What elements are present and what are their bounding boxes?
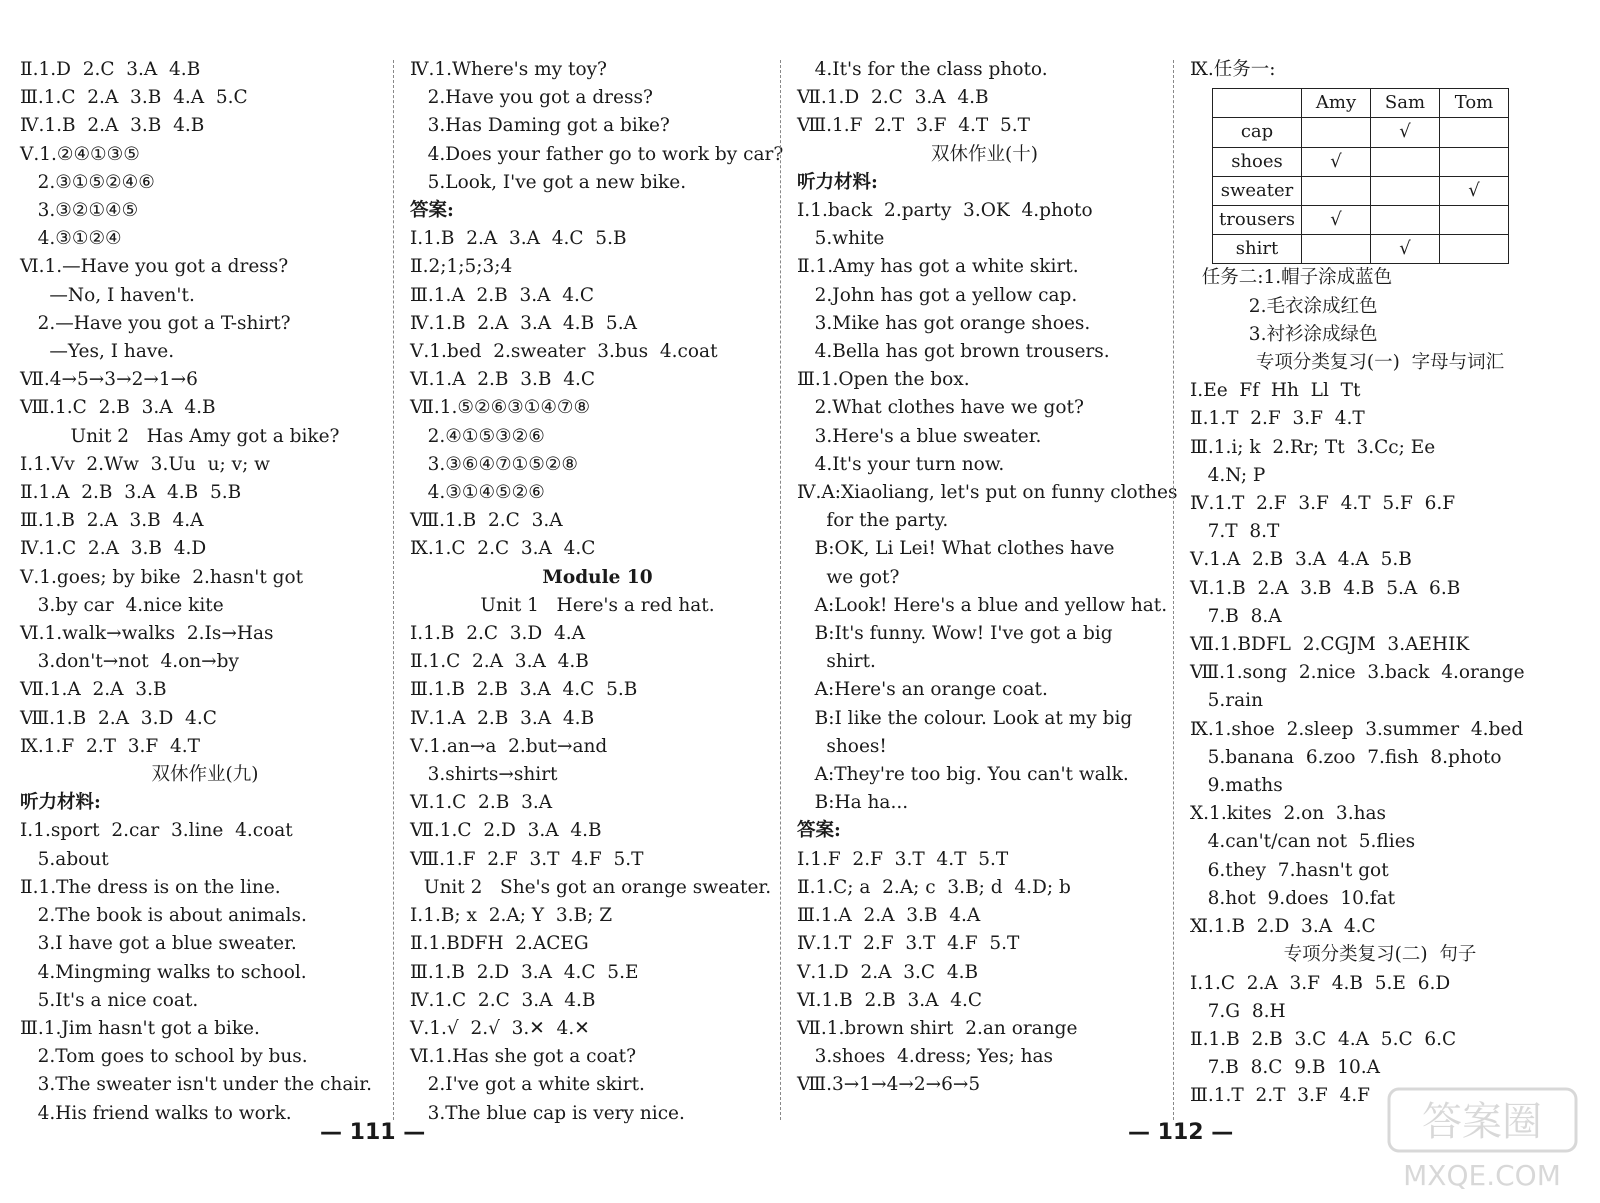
column-divider bbox=[780, 60, 781, 1120]
answer-line: 4.His friend walks to work. bbox=[20, 1102, 292, 1124]
answer-line: Ⅱ.1.D 2.C 3.A 4.B bbox=[20, 59, 201, 80]
answer-line: 2.What clothes have we got? bbox=[797, 397, 1084, 419]
table-cell: √ bbox=[1371, 118, 1440, 147]
answer-line: Ⅴ.1.an→a 2.but→and bbox=[410, 735, 608, 757]
answer-line: 4.N; P bbox=[1190, 464, 1266, 486]
answer-line: Ⅰ.1.B; x 2.A; Y 3.B; Z bbox=[410, 905, 613, 927]
answer-line: Ⅷ.3→1→4→2→6→5 bbox=[797, 1074, 981, 1096]
table-row bbox=[1213, 118, 1509, 147]
answer-line: 2.④①⑤③②⑥ bbox=[410, 425, 545, 447]
answer-line: 3.The blue cap is very nice. bbox=[410, 1102, 685, 1124]
answer-line: Ⅴ.1.A 2.B 3.A 4.A 5.B bbox=[1190, 549, 1412, 571]
answer-line: B:I like the colour. Look at my big bbox=[797, 707, 1133, 729]
answer-line: 2.I've got a white skirt. bbox=[410, 1074, 645, 1096]
answer-line: Ⅳ.1.Where's my toy? bbox=[410, 59, 607, 80]
answer-line: Ⅳ.1.C 2.A 3.B 4.D bbox=[20, 538, 207, 560]
section-heading: Module 10 bbox=[542, 566, 653, 588]
answer-line: 6.they 7.hasn't got bbox=[1190, 859, 1389, 881]
answer-line: Ⅷ.1.F 2.T 3.F 4.T 5.T bbox=[797, 115, 1031, 137]
answer-line: A:Here's an orange coat. bbox=[797, 679, 1048, 701]
row-label: trousers bbox=[1213, 206, 1302, 235]
answer-line: 3.shirts→shirt bbox=[410, 764, 558, 786]
answer-line: 答案: bbox=[410, 200, 454, 222]
answer-line: Ⅱ.1.BDFH 2.ACEG bbox=[410, 933, 589, 955]
answer-line: Ⅰ.Ee Ff Hh Ll Tt bbox=[1190, 380, 1361, 402]
answer-line: Ⅱ.1.T 2.F 3.F 4.T bbox=[1190, 408, 1365, 430]
column-divider bbox=[393, 60, 394, 1120]
answer-line: Ⅲ.1.C 2.A 3.B 4.A 5.C bbox=[20, 87, 248, 109]
answer-line: Ⅷ.1.B 2.A 3.D 4.C bbox=[20, 707, 217, 729]
column-1 bbox=[20, 56, 390, 1128]
answer-line: Ⅰ.1.Vv 2.Ww 3.Uu u; v; w bbox=[20, 453, 271, 475]
answer-line: 3.don't→not 4.on→by bbox=[20, 651, 239, 673]
section-heading: Unit 2 She's got an orange sweater. bbox=[423, 876, 772, 898]
answer-line: 3.③⑥④⑦①⑤②⑧ bbox=[410, 453, 578, 475]
answer-line: Ⅵ.1.walk→walks 2.Is→Has bbox=[20, 623, 274, 645]
answer-line: 听力材料: bbox=[20, 792, 101, 814]
answer-line: 听力材料: bbox=[797, 171, 878, 193]
answer-line: 8.hot 9.does 10.fat bbox=[1190, 887, 1396, 909]
answer-line: 7.B 8.A bbox=[1190, 605, 1282, 627]
answer-line: Ⅳ.1.T 2.F 3.F 4.T 5.F 6.F bbox=[1190, 493, 1456, 515]
answer-line: B:Ha ha... bbox=[797, 792, 909, 814]
column-3 bbox=[797, 56, 1178, 1100]
answer-line: 5.It's a nice coat. bbox=[20, 989, 199, 1011]
column-4-lines bbox=[1190, 264, 1570, 1110]
answer-line: 5.banana 6.zoo 7.fish 8.photo bbox=[1190, 746, 1502, 768]
answer-line: Ⅵ.1.—Have you got a dress? bbox=[20, 256, 289, 278]
answer-line: 3.Here's a blue sweater. bbox=[797, 425, 1042, 447]
table-header-row bbox=[1213, 89, 1509, 118]
answer-line: 2.Have you got a dress? bbox=[410, 87, 653, 109]
answer-line: Ⅺ.1.B 2.D 3.A 4.C bbox=[1190, 916, 1376, 938]
answer-line: —Yes, I have. bbox=[20, 341, 175, 363]
answer-line: B:OK, Li Lei! What clothes have bbox=[797, 538, 1115, 560]
answer-line: Ⅶ.1.D 2.C 3.A 4.B bbox=[797, 87, 989, 109]
table-cell bbox=[1302, 176, 1371, 205]
table-header: Amy bbox=[1302, 89, 1371, 118]
section-heading: 双休作业(十) bbox=[931, 143, 1038, 165]
table-cell bbox=[1302, 118, 1371, 147]
table-cell bbox=[1440, 235, 1509, 264]
answer-line: Ⅲ.1.A 2.A 3.B 4.A bbox=[797, 905, 981, 927]
answer-line: Ⅶ.1.C 2.D 3.A 4.B bbox=[410, 820, 602, 842]
answer-line: Ⅷ.1.song 2.nice 3.back 4.orange bbox=[1190, 662, 1525, 684]
answer-line: we got? bbox=[797, 566, 900, 588]
answer-line: 任务二:1.帽子涂成蓝色 bbox=[1190, 267, 1393, 289]
row-label: shirt bbox=[1213, 235, 1302, 264]
table-cell: √ bbox=[1440, 176, 1509, 205]
answer-line: Ⅵ.1.C 2.B 3.A bbox=[410, 792, 553, 814]
answer-line: shirt. bbox=[797, 651, 876, 673]
answer-line: 3.③②①④⑤ bbox=[20, 200, 139, 222]
answer-line: A:Look! Here's a blue and yellow hat. bbox=[797, 594, 1168, 616]
column-divider bbox=[1173, 60, 1174, 1120]
watermark-line1: 答案圈 bbox=[1422, 1099, 1542, 1145]
answer-line: Ⅲ.1.Jim hasn't got a bike. bbox=[20, 1017, 260, 1039]
answer-line: Ⅶ.1.⑤②⑥③①④⑦⑧ bbox=[410, 397, 591, 419]
answer-line: Ⅲ.1.T 2.T 3.F 4.F bbox=[1190, 1085, 1370, 1107]
answer-line: 4.③①②④ bbox=[20, 228, 122, 250]
answer-line: Ⅳ.A:Xiaoliang, let's put on funny clothes bbox=[797, 482, 1178, 504]
row-label: sweater bbox=[1213, 176, 1302, 205]
answer-line: 答案: bbox=[797, 820, 841, 842]
answer-line: Ⅱ.1.C; a 2.A; c 3.B; d 4.D; b bbox=[797, 876, 1071, 898]
row-label: shoes bbox=[1213, 147, 1302, 176]
answer-line: 2.The book is about animals. bbox=[20, 905, 307, 927]
answer-line: 5.white bbox=[797, 228, 885, 250]
table-row bbox=[1213, 176, 1509, 205]
answer-line: —No, I haven't. bbox=[20, 284, 195, 306]
answer-line: Ⅲ.1.Open the box. bbox=[797, 369, 970, 391]
answer-line: shoes! bbox=[797, 735, 887, 757]
answer-line: 7.T 8.T bbox=[1190, 521, 1280, 543]
answer-line: Ⅱ.1.Amy has got a white skirt. bbox=[797, 256, 1079, 278]
answer-line: B:It's funny. Wow! I've got a big bbox=[797, 623, 1113, 645]
answer-line: Ⅰ.1.back 2.party 3.OK 4.photo bbox=[797, 200, 1093, 222]
answer-line: Ⅱ.1.A 2.B 3.A 4.B 5.B bbox=[20, 482, 242, 504]
table-cell: √ bbox=[1302, 206, 1371, 235]
table-cell bbox=[1371, 176, 1440, 205]
answer-line: Ⅶ.1.A 2.A 3.B bbox=[20, 679, 167, 701]
answer-line: 5.rain bbox=[1190, 690, 1263, 712]
answer-line: 7.G 8.H bbox=[1190, 1000, 1286, 1022]
answer-line: Ⅸ.1.C 2.C 3.A 4.C bbox=[410, 538, 596, 560]
answer-line: Ⅰ.1.sport 2.car 3.line 4.coat bbox=[20, 820, 293, 842]
answer-line: Ⅰ.1.B 2.C 3.D 4.A bbox=[410, 623, 586, 645]
answer-line: Ⅹ.1.kites 2.on 3.has bbox=[1190, 803, 1387, 825]
answer-line: 5.Look, I've got a new bike. bbox=[410, 171, 687, 193]
answer-line: Ⅱ.1.B 2.B 3.C 4.A 5.C 6.C bbox=[1190, 1028, 1457, 1050]
answer-line: Ⅶ.4→5→3→2→1→6 bbox=[20, 369, 198, 391]
answer-line: Ⅰ.1.F 2.F 3.T 4.T 5.T bbox=[797, 848, 1009, 870]
table-cell bbox=[1440, 118, 1509, 147]
answer-line: 7.B 8.C 9.B 10.A bbox=[1190, 1057, 1381, 1079]
table-header: Tom bbox=[1440, 89, 1509, 118]
answer-line: Ⅷ.1.C 2.B 3.A 4.B bbox=[20, 397, 216, 419]
answer-line: Ⅳ.1.B 2.A 3.A 4.B 5.A bbox=[410, 312, 637, 334]
answer-line: 4.It's for the class photo. bbox=[797, 59, 1048, 80]
answer-line: 3.shoes 4.dress; Yes; has bbox=[797, 1046, 1054, 1068]
answer-line: 3.Mike has got orange shoes. bbox=[797, 312, 1091, 334]
answer-line: 2.毛衣涂成红色 bbox=[1190, 295, 1378, 317]
table-corner bbox=[1213, 89, 1302, 118]
answer-line: Ⅶ.1.BDFL 2.CGJM 3.AEHIK bbox=[1190, 634, 1470, 656]
answer-line: 3.衬衫涂成绿色 bbox=[1190, 323, 1378, 345]
answer-line: 4.Mingming walks to school. bbox=[20, 961, 307, 983]
answer-line: 2.Tom goes to school by bus. bbox=[20, 1046, 308, 1068]
answer-line: Ⅵ.1.B 2.B 3.A 4.C bbox=[797, 989, 983, 1011]
table-row bbox=[1213, 147, 1509, 176]
table-header: Sam bbox=[1371, 89, 1440, 118]
column-2 bbox=[410, 56, 785, 1128]
answer-line: 4.Bella has got brown trousers. bbox=[797, 341, 1110, 363]
answer-line: Ⅸ.1.shoe 2.sleep 3.summer 4.bed bbox=[1190, 718, 1524, 740]
answer-line: 3.I have got a blue sweater. bbox=[20, 933, 297, 955]
answer-line: for the party. bbox=[797, 510, 949, 532]
section-heading: 专项分类复习(二) 句子 bbox=[1283, 944, 1477, 966]
answer-line: Ⅳ.1.A 2.B 3.A 4.B bbox=[410, 707, 595, 729]
answer-line: Ⅲ.1.i; k 2.Rr; Tt 3.Cc; Ee bbox=[1190, 436, 1436, 458]
answer-line: Ⅴ.1.D 2.A 3.C 4.B bbox=[797, 961, 979, 983]
section-heading: Unit 1 Here's a red hat. bbox=[480, 594, 715, 616]
page-number-left: — 111 — bbox=[320, 1120, 426, 1145]
answer-line: 2.—Have you got a T-shirt? bbox=[20, 312, 291, 334]
answer-line: Ⅱ.1.The dress is on the line. bbox=[20, 876, 281, 898]
section-heading: 专项分类复习(一) 字母与词汇 bbox=[1255, 352, 1505, 374]
table-cell: √ bbox=[1302, 147, 1371, 176]
answer-line: 3.Has Daming got a bike? bbox=[410, 115, 670, 137]
answer-line: 3.by car 4.nice kite bbox=[20, 594, 224, 616]
table-row bbox=[1213, 206, 1509, 235]
section-heading: Unit 2 Has Amy got a bike? bbox=[70, 425, 340, 447]
clothes-table bbox=[1212, 88, 1509, 264]
table-cell bbox=[1440, 147, 1509, 176]
answer-line: 2.John has got a yellow cap. bbox=[797, 284, 1078, 306]
answer-line: Ⅴ.1.②④①③⑤ bbox=[20, 143, 140, 165]
answer-line: Ⅴ.1.goes; by bike 2.hasn't got bbox=[20, 566, 304, 588]
column-4 bbox=[1190, 56, 1570, 1111]
answer-line: Ⅰ.1.C 2.A 3.F 4.B 5.E 6.D bbox=[1190, 972, 1451, 994]
section-heading: 双休作业(九) bbox=[151, 764, 259, 786]
answer-line: Ⅳ.1.B 2.A 3.B 4.B bbox=[20, 115, 205, 137]
answer-line: Ⅴ.1.bed 2.sweater 3.bus 4.coat bbox=[410, 341, 718, 363]
answer-line: 3.The sweater isn't under the chair. bbox=[20, 1074, 372, 1096]
table-cell bbox=[1371, 206, 1440, 235]
answer-line: Ⅲ.1.B 2.D 3.A 4.C 5.E bbox=[410, 961, 639, 983]
answer-line: Ⅷ.1.F 2.F 3.T 4.F 5.T bbox=[410, 848, 644, 870]
answer-line: Ⅰ.1.B 2.A 3.A 4.C 5.B bbox=[410, 228, 627, 250]
answer-line: Ⅵ.1.A 2.B 3.B 4.C bbox=[410, 369, 596, 391]
answer-line: Ⅱ.2;1;5;3;4 bbox=[410, 256, 513, 278]
answer-line: 4.It's your turn now. bbox=[797, 453, 1005, 475]
watermark-logo bbox=[1385, 1085, 1580, 1195]
answer-line: Ⅳ.1.C 2.C 3.A 4.B bbox=[410, 989, 596, 1011]
answer-line: A:They're too big. You can't walk. bbox=[797, 764, 1129, 786]
answer-line: Ⅸ.1.F 2.T 3.F 4.T bbox=[20, 735, 200, 757]
table-cell bbox=[1440, 206, 1509, 235]
answer-line: Ⅶ.1.brown shirt 2.an orange bbox=[797, 1017, 1078, 1039]
answer-line: Ⅲ.1.B 2.A 3.B 4.A bbox=[20, 510, 204, 532]
answer-line: 9.maths bbox=[1190, 775, 1283, 797]
table-cell bbox=[1302, 235, 1371, 264]
answer-line: 4.Does your father go to work by car? bbox=[410, 143, 784, 165]
answer-line: Ⅲ.1.B 2.B 3.A 4.C 5.B bbox=[410, 679, 638, 701]
table-cell: √ bbox=[1371, 235, 1440, 264]
task-heading: Ⅸ.任务一: bbox=[1190, 59, 1276, 80]
answer-line: 4.③①④⑤②⑥ bbox=[410, 482, 545, 504]
table-row bbox=[1213, 235, 1509, 264]
answer-line: Ⅳ.1.T 2.F 3.T 4.F 5.T bbox=[797, 933, 1020, 955]
answer-line: Ⅲ.1.A 2.B 3.A 4.C bbox=[410, 284, 595, 306]
answer-line: Ⅵ.1.Has she got a coat? bbox=[410, 1046, 637, 1068]
answer-line: 2.③①⑤②④⑥ bbox=[20, 171, 155, 193]
answer-line: Ⅵ.1.B 2.A 3.B 4.B 5.A 6.B bbox=[1190, 577, 1461, 599]
answer-line: Ⅷ.1.B 2.C 3.A bbox=[410, 510, 563, 532]
answer-line: Ⅴ.1.√ 2.√ 3.✕ 4.✕ bbox=[410, 1017, 590, 1039]
answer-line: 5.about bbox=[20, 848, 109, 870]
page-number-right: — 112 — bbox=[1128, 1120, 1234, 1145]
row-label: cap bbox=[1213, 118, 1302, 147]
table-cell bbox=[1371, 147, 1440, 176]
answer-line: 4.can't/can not 5.flies bbox=[1190, 831, 1416, 853]
answer-line: Ⅱ.1.C 2.A 3.A 4.B bbox=[410, 651, 589, 673]
watermark-line2: MXQE.COM bbox=[1403, 1159, 1561, 1192]
